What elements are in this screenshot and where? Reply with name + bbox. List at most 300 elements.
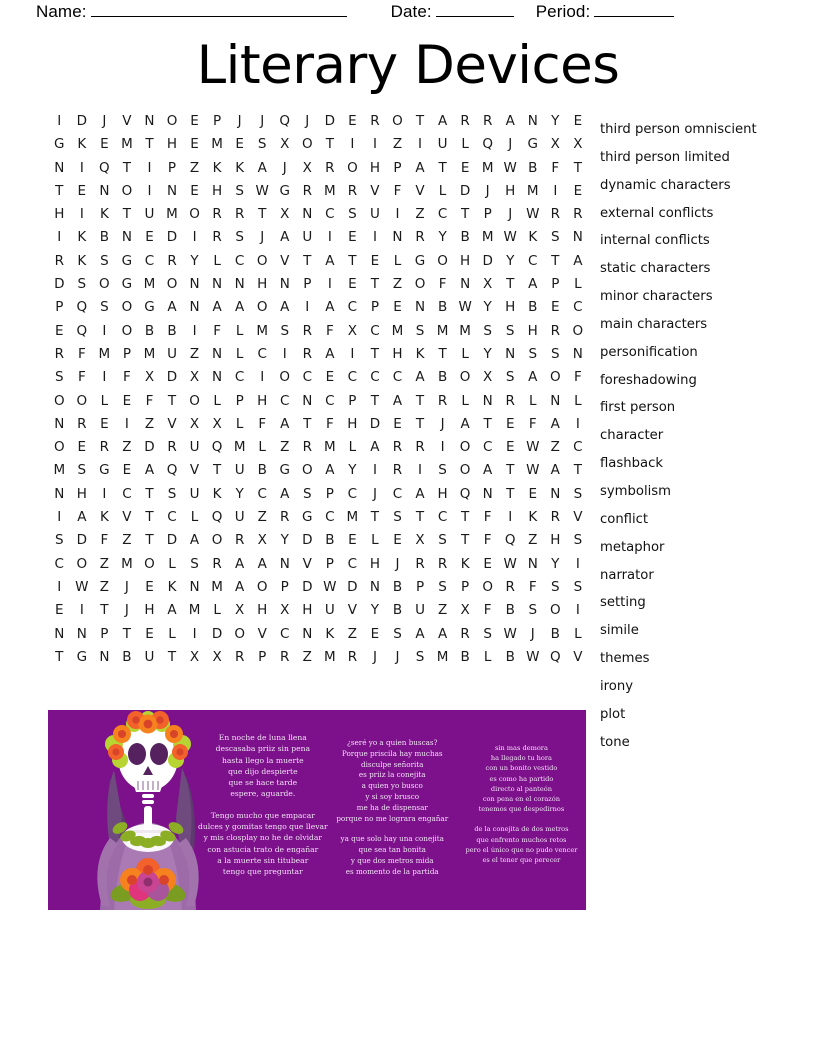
grid-cell[interactable]: Q (211, 509, 223, 526)
grid-cell[interactable]: H (257, 276, 268, 293)
grid-cell[interactable]: A (280, 415, 290, 432)
grid-cell[interactable]: O (121, 322, 133, 339)
word-list-item[interactable]: tone (600, 734, 630, 750)
grid-cell[interactable]: W (503, 625, 517, 642)
grid-cell[interactable]: Q (459, 485, 471, 502)
grid-cell[interactable]: C (347, 299, 358, 316)
grid-cell[interactable]: T (415, 509, 425, 526)
grid-cell[interactable]: N (302, 206, 313, 223)
grid-cell[interactable]: Q (99, 159, 110, 176)
grid-cell[interactable]: K (325, 625, 335, 642)
grid-cell[interactable]: T (573, 159, 582, 176)
grid-cell[interactable]: Y (483, 299, 492, 316)
grid-cell[interactable]: H (527, 322, 538, 339)
grid-cell[interactable]: U (144, 648, 155, 665)
grid-cell[interactable]: Z (550, 439, 560, 456)
grid-cell[interactable]: P (258, 648, 267, 665)
grid-cell[interactable]: P (483, 206, 492, 223)
word-list-item[interactable]: dynamic characters (600, 177, 731, 193)
grid-cell[interactable]: C (482, 439, 493, 456)
grid-cell[interactable]: A (528, 276, 538, 293)
grid-cell[interactable]: K (77, 252, 87, 269)
grid-cell[interactable]: A (370, 439, 380, 456)
grid-cell[interactable]: C (347, 555, 358, 572)
grid-cell[interactable]: X (280, 602, 290, 619)
grid-cell[interactable]: S (235, 229, 244, 246)
grid-cell[interactable]: A (325, 252, 335, 269)
grid-cell[interactable]: B (460, 648, 470, 665)
grid-cell[interactable]: A (415, 625, 425, 642)
grid-cell[interactable]: S (573, 578, 583, 595)
grid-cell[interactable]: I (350, 136, 355, 153)
grid-cell[interactable]: V (347, 602, 357, 619)
grid-cell[interactable]: I (575, 415, 580, 432)
grid-cell[interactable]: E (573, 182, 583, 199)
grid-cell[interactable]: E (393, 415, 402, 432)
grid-cell[interactable]: R (280, 648, 290, 665)
grid-cell[interactable]: B (460, 229, 470, 246)
grid-cell[interactable]: M (98, 345, 111, 362)
grid-cell[interactable]: M (166, 206, 178, 223)
grid-cell[interactable]: S (438, 578, 447, 595)
grid-cell[interactable]: Z (347, 625, 357, 642)
grid-cell[interactable]: R (550, 206, 560, 223)
grid-cell[interactable]: S (415, 648, 425, 665)
grid-cell[interactable]: O (76, 392, 88, 409)
grid-cell[interactable]: M (436, 322, 449, 339)
word-list-item[interactable]: themes (600, 651, 650, 667)
grid-cell[interactable]: F (123, 369, 131, 386)
grid-cell[interactable]: E (551, 299, 560, 316)
grid-cell[interactable]: X (189, 415, 200, 432)
grid-cell[interactable]: A (483, 462, 493, 479)
grid-cell[interactable]: T (122, 159, 132, 176)
grid-cell[interactable]: F (325, 415, 334, 432)
grid-cell[interactable]: K (77, 229, 87, 246)
grid-cell[interactable]: X (302, 159, 312, 176)
grid-cell[interactable]: I (260, 369, 265, 386)
grid-cell[interactable]: R (280, 509, 290, 526)
grid-cell[interactable]: R (99, 439, 110, 456)
grid-cell[interactable]: N (392, 229, 403, 246)
grid-cell[interactable]: Z (144, 415, 155, 432)
grid-cell[interactable]: Z (189, 159, 200, 176)
word-list-item[interactable]: first person (600, 400, 676, 416)
grid-cell[interactable]: T (506, 462, 515, 479)
grid-cell[interactable]: T (212, 462, 222, 479)
grid-cell[interactable]: D (302, 578, 313, 595)
grid-cell[interactable]: A (280, 299, 290, 316)
grid-cell[interactable]: O (301, 462, 313, 479)
grid-cell[interactable]: Q (504, 532, 516, 549)
grid-cell[interactable]: C (234, 252, 245, 269)
grid-cell[interactable]: S (280, 322, 290, 339)
grid-cell[interactable]: D (54, 276, 65, 293)
grid-cell[interactable]: C (257, 485, 267, 502)
grid-cell[interactable]: V (122, 113, 132, 129)
grid-cell[interactable]: X (257, 532, 267, 549)
grid-cell[interactable]: K (77, 136, 87, 153)
grid-cell[interactable]: T (438, 159, 447, 176)
grid-cell[interactable]: C (437, 206, 448, 223)
grid-cell[interactable]: O (189, 206, 200, 223)
grid-cell[interactable]: A (392, 392, 403, 409)
grid-cell[interactable]: S (483, 322, 492, 339)
grid-cell[interactable]: J (530, 625, 535, 642)
grid-cell[interactable]: I (440, 439, 445, 456)
grid-cell[interactable]: I (350, 345, 355, 362)
grid-cell[interactable]: S (235, 182, 244, 199)
grid-cell[interactable]: E (55, 602, 64, 619)
grid-cell[interactable]: W (323, 578, 337, 595)
grid-cell[interactable]: X (483, 369, 493, 386)
grid-cell[interactable]: N (279, 276, 290, 293)
grid-cell[interactable]: R (302, 439, 312, 456)
grid-cell[interactable]: R (392, 462, 403, 479)
grid-cell[interactable]: A (235, 555, 245, 572)
grid-cell[interactable]: S (415, 322, 425, 339)
grid-cell[interactable]: R (234, 532, 245, 549)
grid-cell[interactable]: O (256, 299, 268, 316)
grid-cell[interactable]: R (302, 322, 312, 339)
grid-cell[interactable]: B (437, 299, 448, 316)
grid-cell[interactable]: B (392, 578, 403, 595)
grid-cell[interactable]: X (189, 369, 200, 386)
grid-cell[interactable]: C (280, 625, 290, 642)
grid-cell[interactable]: R (370, 113, 380, 129)
grid-cell[interactable]: Q (211, 439, 223, 456)
grid-cell[interactable]: Y (551, 555, 560, 572)
grid-cell[interactable]: C (347, 485, 358, 502)
grid-cell[interactable]: O (189, 392, 200, 409)
date-blank-line[interactable] (436, 4, 514, 17)
grid-cell[interactable]: W (75, 578, 89, 595)
grid-cell[interactable]: F (483, 602, 492, 619)
grid-cell[interactable]: A (257, 555, 267, 572)
grid-cell[interactable]: I (327, 229, 332, 246)
grid-cell[interactable]: M (481, 229, 494, 246)
grid-cell[interactable]: E (55, 322, 64, 339)
grid-cell[interactable]: K (235, 159, 245, 176)
grid-cell[interactable]: U (415, 602, 425, 619)
grid-cell[interactable]: R (437, 392, 448, 409)
grid-cell[interactable]: N (76, 625, 87, 642)
grid-cell[interactable]: E (77, 182, 87, 199)
grid-cell[interactable]: A (212, 299, 222, 316)
grid-cell[interactable]: L (168, 625, 176, 642)
grid-cell[interactable]: V (415, 182, 425, 199)
grid-cell[interactable]: E (483, 555, 492, 572)
grid-cell[interactable]: B (325, 532, 335, 549)
grid-cell[interactable]: M (121, 136, 133, 153)
grid-cell[interactable]: O (144, 555, 155, 572)
grid-cell[interactable]: H (144, 602, 155, 619)
grid-cell[interactable]: T (483, 415, 492, 432)
grid-cell[interactable]: I (575, 602, 580, 619)
grid-cell[interactable]: L (348, 439, 357, 456)
grid-cell[interactable]: O (572, 322, 584, 339)
grid-cell[interactable]: M (143, 345, 156, 362)
grid-cell[interactable]: R (415, 229, 425, 246)
grid-cell[interactable]: U (324, 602, 335, 619)
grid-cell[interactable]: S (438, 532, 447, 549)
grid-cell[interactable]: J (508, 136, 513, 153)
grid-cell[interactable]: P (370, 299, 379, 316)
grid-cell[interactable]: X (415, 532, 425, 549)
grid-cell[interactable]: M (324, 648, 336, 665)
grid-cell[interactable]: S (100, 299, 109, 316)
grid-cell[interactable]: D (369, 415, 381, 432)
word-list-item[interactable]: internal conflicts (600, 233, 710, 249)
word-list-item[interactable]: narrator (600, 567, 654, 583)
grid-cell[interactable]: Q (549, 648, 561, 665)
grid-cell[interactable]: O (301, 136, 313, 153)
grid-cell[interactable]: H (550, 532, 561, 549)
word-list-item[interactable]: metaphor (600, 539, 665, 555)
grid-cell[interactable]: I (575, 555, 580, 572)
grid-cell[interactable]: A (415, 485, 425, 502)
word-list-item[interactable]: character (600, 428, 664, 444)
grid-cell[interactable]: J (395, 648, 400, 665)
grid-cell[interactable]: I (124, 415, 129, 432)
grid-cell[interactable]: R (234, 648, 245, 665)
grid-cell[interactable]: F (77, 345, 86, 362)
grid-cell[interactable]: M (324, 182, 336, 199)
grid-cell[interactable]: L (213, 392, 221, 409)
grid-cell[interactable]: O (99, 276, 110, 293)
grid-cell[interactable]: I (418, 462, 423, 479)
grid-cell[interactable]: O (459, 369, 471, 386)
grid-cell[interactable]: B (144, 322, 155, 339)
grid-cell[interactable]: H (257, 602, 268, 619)
word-list-item[interactable]: setting (600, 595, 646, 611)
word-list-item[interactable]: conflict (600, 511, 649, 527)
grid-cell[interactable]: H (369, 555, 380, 572)
grid-cell[interactable]: E (122, 392, 132, 409)
grid-cell[interactable]: A (235, 578, 245, 595)
grid-cell[interactable]: H (505, 182, 516, 199)
grid-cell[interactable]: C (280, 392, 290, 409)
grid-cell[interactable]: F (145, 392, 154, 409)
grid-cell[interactable]: G (279, 462, 290, 479)
grid-cell[interactable]: T (370, 345, 380, 362)
grid-cell[interactable]: I (192, 625, 197, 642)
grid-cell[interactable]: B (437, 369, 448, 386)
grid-cell[interactable]: D (76, 532, 88, 549)
grid-cell[interactable]: K (212, 485, 222, 502)
grid-cell[interactable]: R (347, 182, 358, 199)
grid-cell[interactable]: N (505, 345, 516, 362)
grid-cell[interactable]: T (303, 415, 312, 432)
grid-cell[interactable]: O (256, 252, 268, 269)
grid-cell[interactable]: T (55, 182, 64, 199)
grid-cell[interactable]: P (167, 159, 177, 176)
grid-cell[interactable]: I (192, 229, 197, 246)
grid-cell[interactable]: S (573, 532, 583, 549)
grid-cell[interactable]: V (189, 462, 200, 479)
grid-cell[interactable]: R (302, 345, 312, 362)
grid-cell[interactable]: U (189, 439, 200, 456)
grid-cell[interactable]: N (99, 182, 110, 199)
grid-cell[interactable]: O (53, 439, 65, 456)
grid-cell[interactable]: A (167, 299, 177, 316)
grid-cell[interactable]: P (348, 392, 357, 409)
grid-cell[interactable]: Q (482, 136, 493, 153)
grid-cell[interactable]: L (235, 345, 244, 362)
grid-cell[interactable]: E (370, 252, 380, 269)
grid-cell[interactable]: C (573, 299, 583, 316)
grid-cell[interactable]: V (167, 415, 177, 432)
grid-cell[interactable]: J (282, 159, 287, 176)
grid-cell[interactable]: G (76, 648, 88, 665)
grid-cell[interactable]: N (482, 392, 493, 409)
grid-cell[interactable]: N (212, 345, 223, 362)
grid-cell[interactable]: S (551, 229, 560, 246)
grid-cell[interactable]: A (189, 532, 200, 549)
grid-cell[interactable]: S (505, 322, 515, 339)
grid-cell[interactable]: S (167, 485, 177, 502)
grid-cell[interactable]: F (213, 322, 221, 339)
grid-cell[interactable]: N (572, 229, 583, 246)
grid-cell[interactable]: Q (76, 299, 88, 316)
grid-cell[interactable]: G (99, 462, 110, 479)
grid-cell[interactable]: O (76, 555, 88, 572)
grid-cell[interactable]: L (213, 252, 221, 269)
grid-cell[interactable]: N (302, 392, 313, 409)
grid-cell[interactable]: T (370, 392, 380, 409)
grid-cell[interactable]: H (54, 206, 65, 223)
grid-cell[interactable]: R (505, 392, 515, 409)
grid-cell[interactable]: F (483, 532, 492, 549)
grid-cell[interactable]: R (54, 345, 64, 362)
grid-cell[interactable]: I (57, 229, 62, 246)
grid-cell[interactable]: T (506, 485, 515, 502)
grid-cell[interactable]: V (302, 555, 312, 572)
grid-cell[interactable]: R (460, 113, 470, 129)
grid-cell[interactable]: N (234, 276, 245, 293)
grid-cell[interactable]: K (415, 345, 425, 362)
grid-cell[interactable]: Z (302, 648, 312, 665)
grid-cell[interactable]: C (325, 206, 335, 223)
grid-cell[interactable]: B (550, 625, 560, 642)
grid-cell[interactable]: A (257, 159, 267, 176)
grid-cell[interactable]: Y (506, 252, 515, 269)
grid-cell[interactable]: I (418, 136, 423, 153)
grid-cell[interactable]: N (414, 299, 426, 316)
grid-cell[interactable]: E (235, 136, 244, 153)
grid-cell[interactable]: Z (415, 206, 425, 223)
grid-cell[interactable]: O (279, 369, 291, 386)
grid-cell[interactable]: Z (99, 578, 109, 595)
grid-cell[interactable]: L (100, 392, 109, 409)
grid-cell[interactable]: C (573, 439, 583, 456)
grid-cell[interactable]: N (460, 276, 471, 293)
grid-cell[interactable]: N (54, 415, 65, 432)
grid-cell[interactable]: E (573, 113, 583, 129)
grid-cell[interactable]: R (573, 206, 583, 223)
grid-cell[interactable]: L (461, 136, 469, 153)
grid-cell[interactable]: M (211, 136, 223, 153)
grid-cell[interactable]: S (573, 485, 583, 502)
grid-cell[interactable]: R (77, 415, 87, 432)
grid-cell[interactable]: G (302, 509, 313, 526)
grid-cell[interactable]: Y (235, 485, 244, 502)
grid-cell[interactable]: P (280, 578, 289, 595)
grid-cell[interactable]: I (395, 206, 400, 223)
grid-cell[interactable]: I (147, 182, 152, 199)
grid-cell[interactable]: I (102, 485, 107, 502)
grid-cell[interactable]: T (145, 532, 154, 549)
grid-cell[interactable]: I (102, 322, 107, 339)
grid-cell[interactable]: Q (76, 322, 88, 339)
grid-cell[interactable]: I (57, 509, 62, 526)
grid-cell[interactable]: P (100, 625, 109, 642)
grid-cell[interactable]: M (211, 578, 223, 595)
grid-cell[interactable]: Z (122, 439, 132, 456)
grid-cell[interactable]: R (415, 555, 425, 572)
grid-cell[interactable]: B (505, 602, 515, 619)
grid-cell[interactable]: L (235, 322, 244, 339)
grid-cell[interactable]: O (211, 532, 223, 549)
grid-cell[interactable]: E (393, 532, 402, 549)
grid-cell[interactable]: E (190, 182, 199, 199)
grid-cell[interactable]: A (325, 299, 335, 316)
grid-cell[interactable]: B (257, 462, 267, 479)
grid-cell[interactable]: I (327, 276, 332, 293)
word-list-item[interactable]: third person limited (600, 149, 730, 165)
grid-cell[interactable]: K (528, 229, 538, 246)
grid-cell[interactable]: J (508, 206, 513, 223)
grid-cell[interactable]: W (503, 229, 517, 246)
grid-cell[interactable]: T (438, 345, 447, 362)
grid-cell[interactable]: G (144, 299, 155, 316)
grid-cell[interactable]: J (102, 113, 107, 129)
word-list-item[interactable]: static characters (600, 261, 711, 277)
grid-cell[interactable]: I (57, 113, 62, 129)
grid-cell[interactable]: E (77, 439, 87, 456)
grid-cell[interactable]: H (392, 345, 403, 362)
grid-cell[interactable]: P (122, 345, 131, 362)
grid-cell[interactable]: A (550, 415, 560, 432)
grid-cell[interactable]: L (574, 276, 582, 293)
grid-cell[interactable]: K (460, 555, 470, 572)
grid-cell[interactable]: F (528, 578, 537, 595)
grid-cell[interactable]: Y (370, 602, 380, 619)
grid-cell[interactable]: D (166, 369, 178, 386)
grid-cell[interactable]: R (415, 439, 425, 456)
grid-cell[interactable]: O (166, 113, 178, 129)
grid-cell[interactable]: M (324, 439, 336, 456)
grid-cell[interactable]: B (505, 648, 515, 665)
grid-cell[interactable]: E (460, 159, 470, 176)
grid-cell[interactable]: W (458, 299, 472, 316)
grid-cell[interactable]: W (503, 159, 517, 176)
grid-cell[interactable]: V (122, 509, 132, 526)
word-list-item[interactable]: minor characters (600, 289, 713, 305)
grid-cell[interactable]: R (460, 625, 470, 642)
word-list-item[interactable]: flashback (600, 456, 663, 472)
grid-cell[interactable]: T (460, 532, 470, 549)
grid-cell[interactable]: N (212, 369, 223, 386)
grid-cell[interactable]: C (167, 509, 177, 526)
grid-cell[interactable]: T (460, 206, 470, 223)
grid-cell[interactable]: L (574, 392, 582, 409)
grid-cell[interactable]: D (144, 439, 155, 456)
grid-cell[interactable]: G (414, 252, 426, 269)
grid-cell[interactable]: D (459, 182, 471, 199)
grid-cell[interactable]: S (348, 206, 357, 223)
grid-cell[interactable]: H (347, 415, 358, 432)
